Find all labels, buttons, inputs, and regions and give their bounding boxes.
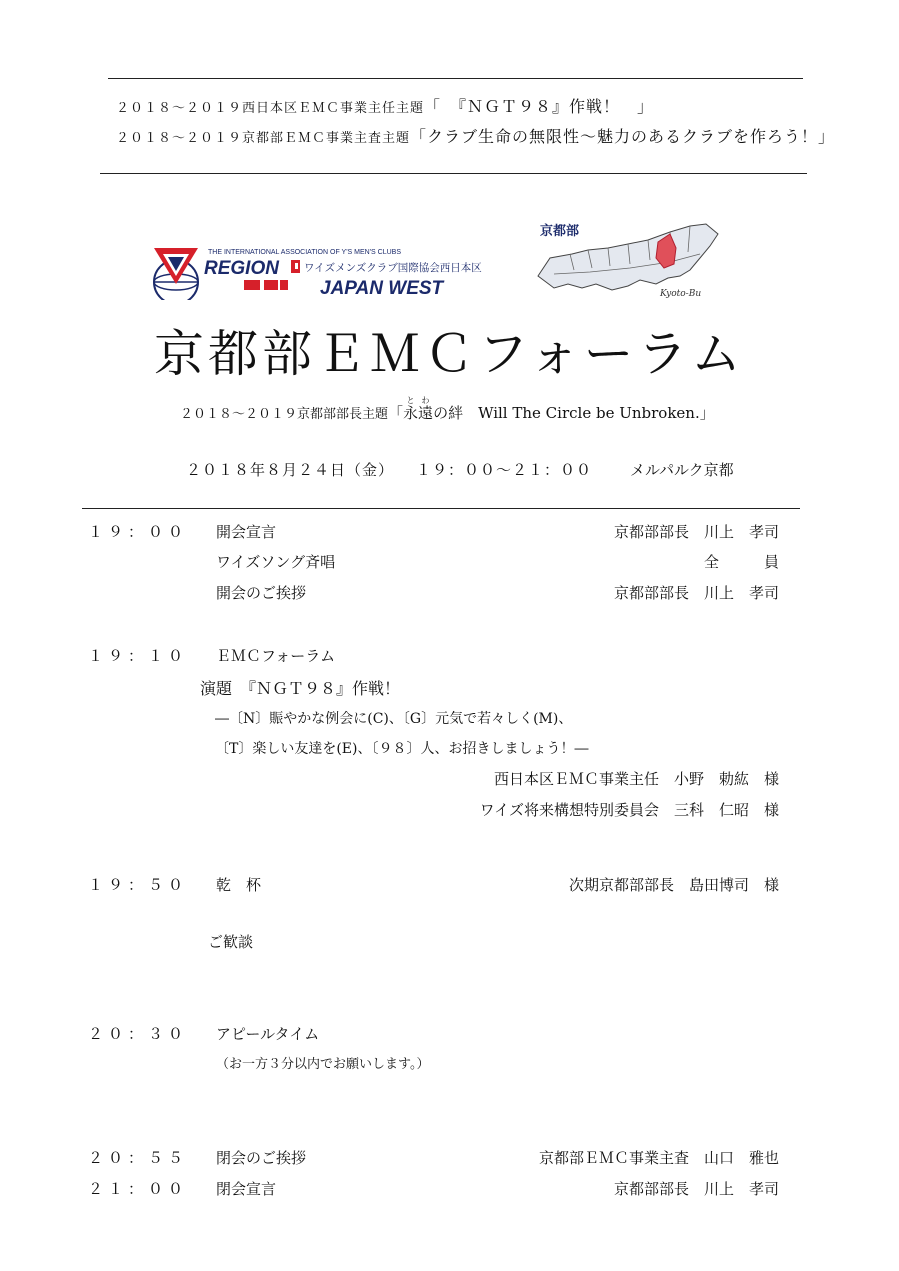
theme2-prefix: ２０１８～２０１９京都部ＥＭＣ事業主査主題 [116, 131, 411, 146]
appeal-note: （お一方３分以内でお願いします。） [216, 1057, 430, 1072]
item-song: ワイズソング斉唱 [216, 553, 336, 571]
subtitle-body: の絆 Will The Circle be Unbroken.」 [433, 404, 715, 422]
item-closing-greeting: 閉会のご挨拶 [216, 1149, 307, 1167]
time-2100: ２１：００ [88, 1180, 189, 1198]
logo-jp-name: ワイズメンズクラブ国際協会西日本区 [304, 262, 482, 274]
theme1-body: 「 『ＮＧＴ９８』作戦！ 」 [424, 97, 655, 116]
subtitle-open: 「 [388, 404, 404, 422]
time-2030: ２０：３０ [88, 1025, 189, 1043]
person-opening-declaration: 京都部部長 川上 孝司 [613, 523, 779, 541]
header-bottom-rule [100, 173, 807, 174]
event-venue: メルパルク京都 [630, 461, 734, 479]
forum-speaker-2: ワイズ将来構想特別委員会 三科 仁昭 様 [479, 801, 779, 819]
logo-japan-west: JAPAN WEST [320, 278, 444, 299]
map-icon [530, 218, 730, 300]
time-1900: １９：００ [88, 523, 189, 541]
item-opening-declaration: 開会宣言 [216, 523, 277, 541]
person-song: 全 員 [703, 553, 779, 571]
map-label: 京都部 [540, 224, 580, 239]
forum-topic: 演題 『ＮＧＴ９８』作戦！ [200, 679, 401, 698]
time-2055: ２０：５５ [88, 1149, 189, 1167]
subtitle-ruby-2: 遠わ [418, 396, 434, 422]
person-toast: 次期京都部部長 島田博司 様 [568, 876, 779, 894]
theme1-prefix: ２０１８～２０１９西日本区ＥＭＣ事業主任主題 [116, 101, 425, 116]
item-social: ご歓談 [208, 933, 254, 951]
forum-topic-line-1: ―〔N〕賑やかな例会に(C)、〔G〕元気で若々しく(M)、 [215, 711, 573, 727]
page-title: 京都部ＥＭＣフォーラム [154, 325, 745, 383]
theme-line-1 [116, 94, 654, 117]
item-opening-greeting: 開会のご挨拶 [216, 584, 307, 602]
subtitle-ruby-1: 永と [403, 396, 419, 422]
item-emc-forum: ＥＭＣフォーラム [216, 647, 336, 665]
kyoto-district-map [530, 218, 730, 300]
item-appeal-time: アピールタイム [216, 1025, 320, 1043]
program-divider [82, 508, 800, 509]
item-closing-declaration: 閉会宣言 [216, 1180, 277, 1198]
person-opening-greeting: 京都部部長 川上 孝司 [613, 584, 779, 602]
forum-topic-line-2: 〔T〕楽しい友達を(E)、〔９８〕人、お招きしましょう！― [215, 741, 589, 757]
event-time: １９：００～２１：００ [416, 461, 593, 479]
forum-speaker-1: 西日本区ＥＭＣ事業主任 小野 勅紘 様 [493, 770, 779, 788]
theme-line-2 [116, 124, 835, 147]
subtitle-prefix: ２０１８～２０１９京都部部長主題 [180, 407, 389, 422]
header-top-rule [108, 78, 803, 79]
time-1910: １９：１０ [88, 647, 189, 665]
district-theme [180, 396, 715, 423]
time-1950: １９：５０ [88, 876, 189, 894]
ys-men-region-logo [150, 244, 500, 300]
map-caption: Kyoto-Bu [660, 289, 702, 299]
event-date: ２０１８年８月２４日（金） [186, 461, 395, 479]
person-closing-greeting: 京都部ＥＭＣ事業主査 山口 雅也 [538, 1149, 779, 1167]
theme2-body: 「クラブ生命の無限性～魅力のあるクラブを作ろう！」 [410, 127, 836, 146]
logo-region: REGION [204, 258, 279, 279]
logo-small-line: THE INTERNATIONAL ASSOCIATION OF Y'S MEN'S CLUBS [208, 249, 402, 256]
logo-emblem-icon [150, 244, 500, 300]
person-closing-declaration: 京都部部長 川上 孝司 [613, 1180, 779, 1198]
item-toast: 乾 杯 [216, 876, 262, 894]
